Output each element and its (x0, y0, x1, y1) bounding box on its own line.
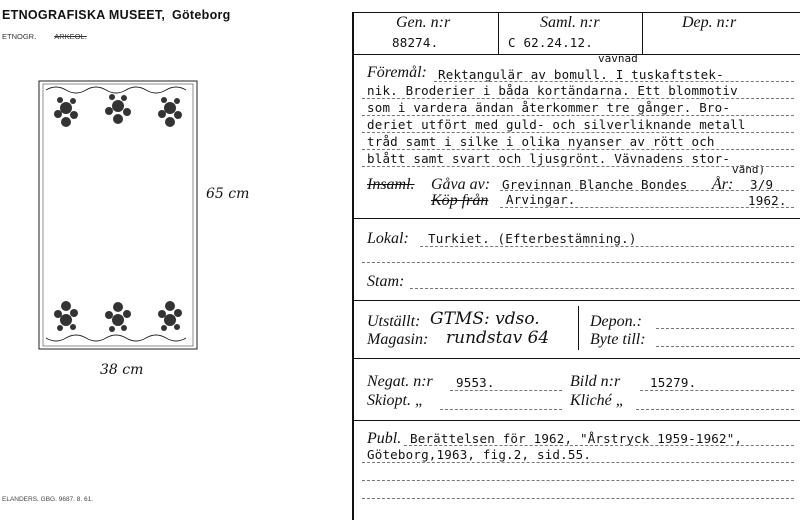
gen-label: Gen. n:r (396, 14, 451, 31)
foremal-label: Föremål: (367, 64, 427, 81)
publ-line-2: Göteborg,1963, fig.2, sid.55. (367, 447, 592, 462)
location-divider (578, 306, 579, 350)
utstallt-label: Utställt: (367, 313, 421, 330)
foremal-rule-3 (362, 115, 794, 116)
gava-label: Gåva av: (431, 176, 491, 193)
category-line (2, 32, 87, 41)
negat-label: Negat. n:r (367, 373, 433, 390)
museum-title (2, 8, 231, 22)
section-line-4 (353, 420, 800, 421)
foremal-rule-4 (362, 132, 794, 133)
top-embroidery (54, 94, 182, 127)
section-line-1 (353, 218, 800, 219)
header-bottom-line (353, 54, 800, 55)
publ-rule-3 (362, 480, 794, 481)
height-note: 65 cm (206, 186, 250, 202)
publ-rule-1 (404, 445, 794, 446)
foremal-line-5: blått samt svart och ljusgrönt. Vävnadens stor- (367, 151, 731, 166)
museum-name: ETNOGRAFISKA MUSEET, (2, 8, 166, 22)
magasin-value: rundstav 64 (446, 328, 550, 348)
width-note: 38 cm (100, 362, 144, 378)
depon-rule (656, 328, 794, 329)
header-top-line (353, 12, 800, 13)
publ-line-1: Berättelsen för 1962, "Årstryck 1959-1962", (410, 431, 743, 446)
lokal-value: Turkiet. (Efterbestämning.) (428, 231, 637, 246)
negat-value: 9553. (456, 375, 495, 390)
insaml-label: Insaml. (367, 176, 415, 193)
category-etnogr: ETNOGR. (2, 32, 37, 41)
foremal-insert-2: vänd) (732, 163, 766, 176)
byte-rule (656, 346, 794, 347)
textile-sketch-drawing (38, 80, 198, 350)
magasin-label: Magasin: (367, 331, 429, 348)
category-arkeol: ARKEOL. (54, 32, 87, 41)
gava-value: Grevinnan Blanche Bondes (502, 177, 688, 192)
foremal-rule-2 (362, 98, 794, 99)
foremal-line-2: som i vardera ändan återkommer tre gånger. Bro- (367, 100, 731, 115)
acquisition-rule-1 (500, 190, 794, 191)
cliche-rule (636, 409, 794, 410)
section-line-3 (353, 358, 800, 359)
saml-label: Saml. n:r (540, 14, 600, 31)
publ-label: Publ. (367, 430, 402, 447)
foremal-rule-6 (362, 166, 794, 167)
kop-value: Arvingar. (506, 192, 576, 207)
bottom-embroidery (54, 301, 182, 332)
textile-sketch (38, 80, 198, 350)
depon-label: Depon.: (590, 313, 642, 330)
lokal-rule-2 (362, 262, 794, 263)
foremal-line-0: Rektangulär av bomull. I tuskaftstek- (438, 67, 724, 82)
bild-rule (640, 390, 794, 391)
stam-label: Stam: (367, 273, 405, 290)
byte-label: Byte till: (590, 331, 646, 348)
publ-rule-2 (362, 462, 794, 463)
bild-label: Bild n:r (570, 373, 621, 390)
printer-mark: ELANDERS, GBG. 9687. 8. 61. (2, 496, 94, 503)
foremal-line-4: tråd samt i silke i olika nyanser av rött och (367, 134, 715, 149)
acquisition-rule-2 (500, 207, 794, 208)
publ-rule-4 (362, 498, 794, 499)
ar-value: 3/9 (750, 177, 774, 192)
form-left-border (352, 12, 354, 520)
skiopt-rule (440, 409, 562, 410)
ar-label: År: (712, 176, 734, 193)
stam-rule-1 (410, 288, 794, 289)
header-divider-1 (498, 12, 499, 54)
lokal-rule-1 (420, 246, 794, 247)
acquisition-year: 1962. (748, 193, 787, 208)
kop-label: Köp från (431, 192, 489, 209)
foremal-line-1: nik. Broderier i båda kortändarna. Ett blommotiv (367, 83, 738, 98)
saml-value: C 62.24.12. (508, 35, 593, 50)
museum-city: Göteborg (171, 8, 231, 22)
foremal-rule-1 (434, 81, 794, 82)
header-divider-2 (642, 12, 643, 54)
dep-label: Dep. n:r (682, 14, 737, 31)
lokal-label: Lokal: (367, 230, 409, 247)
cliche-label: Kliché „ (570, 392, 625, 409)
skiopt-label: Skiopt. „ (367, 392, 424, 409)
foremal-line-3: deriet utfört med guld- och silverliknande metall (367, 117, 746, 132)
section-line-2 (353, 300, 800, 301)
foremal-insert: vävnad (598, 52, 638, 65)
bild-value: 15279. (650, 375, 697, 390)
negat-rule (450, 390, 562, 391)
foremal-rule-5 (362, 149, 794, 150)
utstallt-value: GTMS: vdso. (430, 309, 540, 329)
gen-value: 88274. (392, 35, 439, 50)
